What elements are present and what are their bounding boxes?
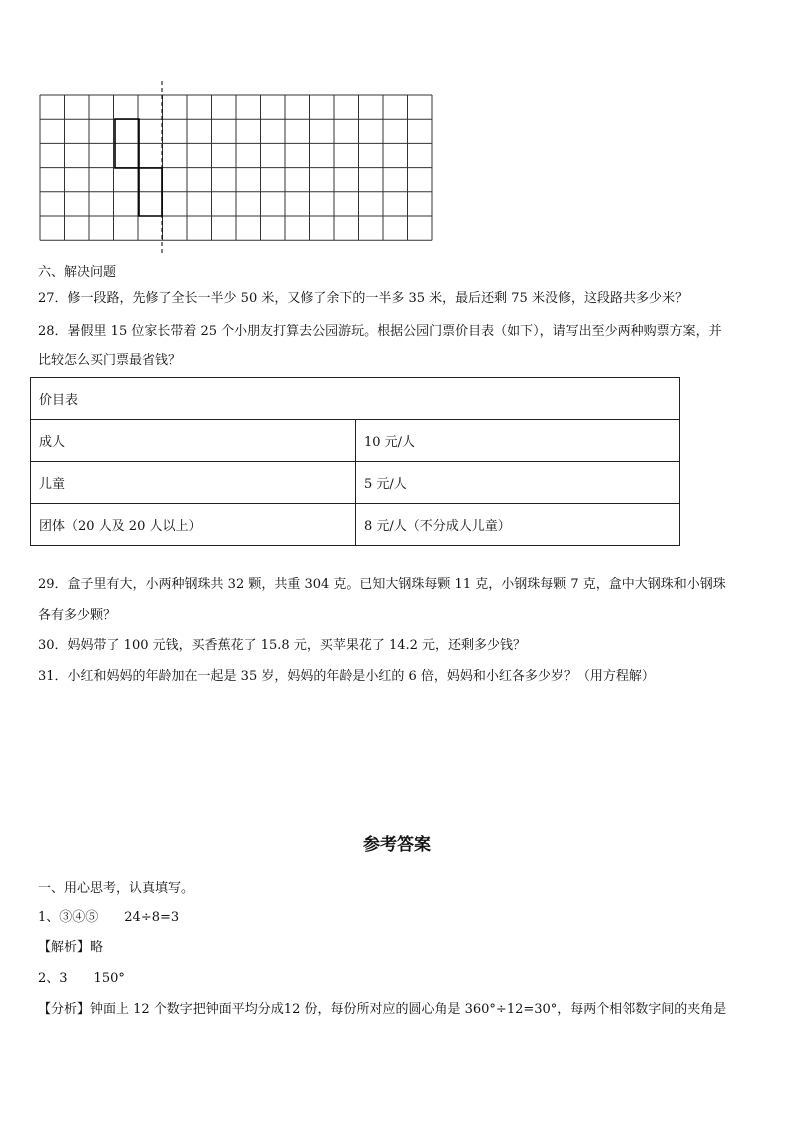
section-heading-problems: 六、解决问题 xyxy=(38,265,117,280)
question-31: 31．小红和妈妈的年龄加在一起是 35 岁，妈妈的年龄是小红的 6 倍，妈妈和小红各多少岁？（用方程解） xyxy=(38,669,655,684)
price-row-value: 8 元/人（不分成人儿童） xyxy=(356,504,680,546)
half-shape-outline xyxy=(115,119,162,216)
question-29-line1: 29．盒子里有大，小两种钢珠共 32 颗，共重 304 克。已知大钢珠每颗 11 克，小钢珠每颗 7 克，盒中大钢珠和小钢珠 xyxy=(38,577,726,592)
price-row-label: 团体（20 人及 20 人以上） xyxy=(31,504,356,546)
answers-title: 参考答案 xyxy=(363,835,431,855)
answer-2: 2、3 150° xyxy=(38,971,125,986)
question-30: 30．妈妈带了 100 元钱，买香蕉花了 15.8 元，买苹果花了 14.2 元，还剩多少钱？ xyxy=(38,638,527,653)
grid-figure xyxy=(0,0,794,270)
price-table xyxy=(30,377,680,546)
answers-section-1: 一、用心思考，认真填写。 xyxy=(38,881,195,896)
question-27: 27．修一段路，先修了全长一半少 50 米，又修了余下的一半多 35 米，最后还剩 75 米没修，这段路共多少米？ xyxy=(38,291,688,306)
table-row xyxy=(31,504,680,546)
price-row-value: 10 元/人 xyxy=(356,420,680,462)
price-row-label: 成人 xyxy=(31,420,356,462)
question-29-line2: 各有多少颗？ xyxy=(38,608,117,623)
table-row xyxy=(31,420,680,462)
answer-1-analysis: 【解析】略 xyxy=(38,940,104,955)
answer-2-analysis: 【分析】钟面上 12 个数字把钟面平均分成12 份，每份所对应的圆心角是 360°÷12=30°，每两个相邻数字间的夹角是 xyxy=(38,1002,727,1017)
answer-1: 1、③④⑤ 24÷8=3 xyxy=(38,910,180,925)
square-grid xyxy=(40,95,432,240)
price-row-value: 5 元/人 xyxy=(356,462,680,504)
table-row xyxy=(31,462,680,504)
price-table-title: 价目表 xyxy=(31,378,680,420)
price-row-label: 儿童 xyxy=(31,462,356,504)
question-28-line1: 28．暑假里 15 位家长带着 25 个小朋友打算去公园游玩。根据公园门票价目表（如下），请写出至少两种购票方案，并 xyxy=(38,324,722,339)
question-28-line2: 比较怎么买门票最省钱？ xyxy=(38,353,182,368)
